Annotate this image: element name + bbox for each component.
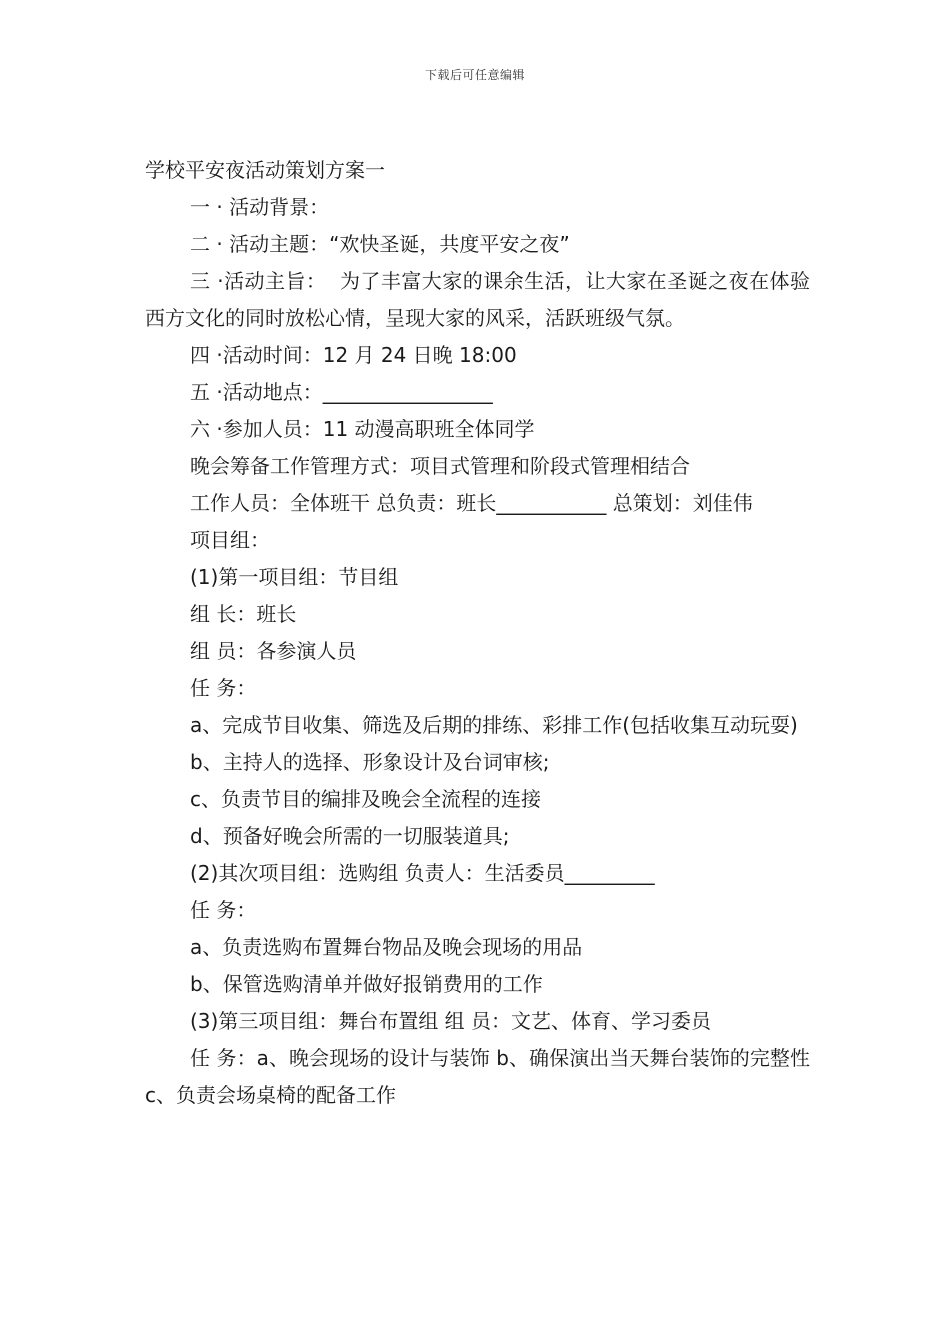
paragraph-group-2-tasks: 任 务： xyxy=(190,898,257,922)
paragraph-task-b: b、主持人的选择、形象设计及台词审核; xyxy=(190,750,550,774)
paragraph-group-1-leader: 组 长：班长 xyxy=(190,602,297,626)
paragraph-group-1: (1)第一项目组：节目组 xyxy=(190,565,399,589)
paragraph-purpose: 三 ·活动主旨： 为了丰富大家的课余生活，让大家在圣诞之夜在体验西方文化的同时放松心情，呈现大家的风采，活跃班级气氛。 xyxy=(145,269,810,330)
paragraph-group-2: (2)其次项目组：选购组 负责人：生活委员_________ xyxy=(190,861,655,885)
paragraph-group-1-tasks: 任 务： xyxy=(190,676,257,700)
paragraph-task-c: c、负责节目的编排及晚会全流程的连接 xyxy=(190,787,541,811)
paragraph-task-a: a、完成节目收集、筛选及后期的排练、彩排工作(包括收集互动玩耍) xyxy=(190,713,798,737)
page-header: 下载后可任意编辑 xyxy=(424,68,525,82)
paragraph-time: 四 ·活动时间：12 月 24 日晚 18:00 xyxy=(190,343,517,367)
document-body xyxy=(145,152,817,1114)
paragraph-participants: 六 ·参加人员：11 动漫高职班全体同学 xyxy=(190,417,535,441)
paragraph-group-2-task-a: a、负责选购布置舞台物品及晚会现场的用品 xyxy=(190,935,583,959)
paragraph-project-groups: 项目组： xyxy=(190,528,270,552)
paragraph-management-mode: 晚会筹备工作管理方式：项目式管理和阶段式管理相结合 xyxy=(190,454,690,478)
paragraph-group-2-task-b: b、保管选购清单并做好报销费用的工作 xyxy=(190,972,543,996)
paragraph-staff: 工作人员：全体班干 总负责：班长___________ 总策划：刘佳伟 xyxy=(190,491,753,515)
paragraph-group-3: (3)第三项目组：舞台布置组 组 员：文艺、体育、学习委员 xyxy=(190,1009,712,1033)
document-title: 学校平安夜活动策划方案一 xyxy=(145,158,385,182)
paragraph-group-3-tasks: 任 务：a、晚会现场的设计与装饰 b、确保演出当天舞台装饰的完整性 c、负责会场桌椅的配备工作 xyxy=(145,1046,817,1107)
paragraph-task-d: d、预备好晚会所需的一切服装道具; xyxy=(190,824,510,848)
paragraph-theme: 二 · 活动主题：“欢快圣诞，共度平安之夜” xyxy=(190,232,570,256)
paragraph-background: 一 · 活动背景： xyxy=(190,195,330,219)
paragraph-location: 五 ·活动地点：_________________ xyxy=(190,380,493,404)
paragraph-group-1-members: 组 员：各参演人员 xyxy=(190,639,357,663)
